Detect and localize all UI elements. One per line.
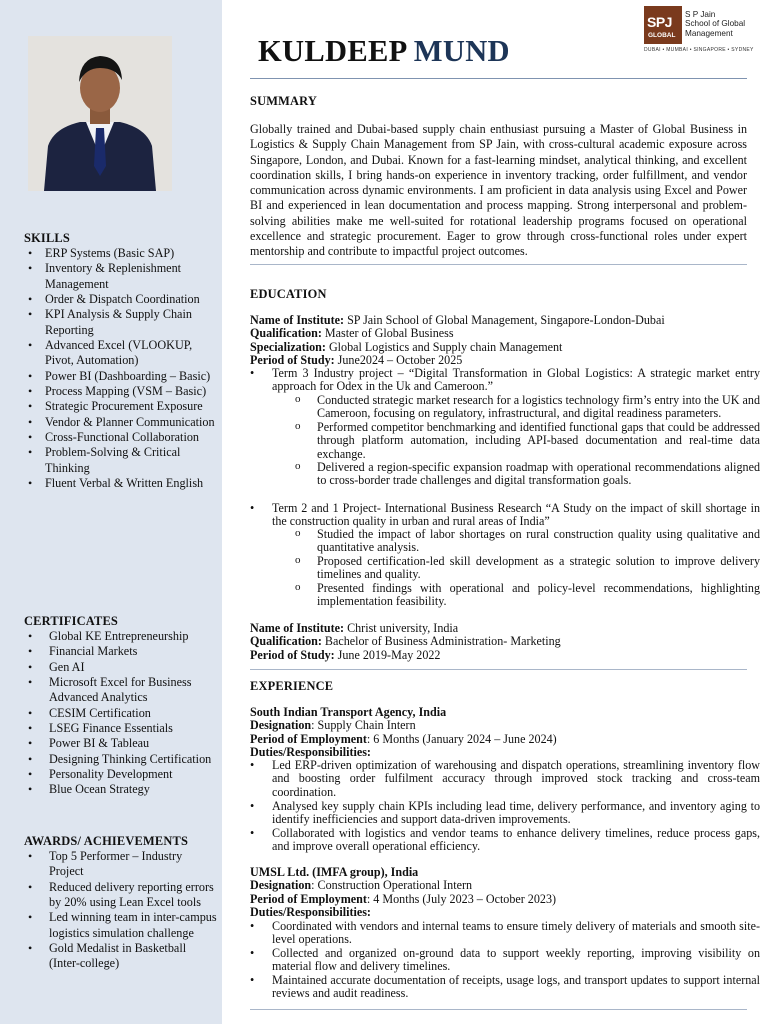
period-line bbox=[250, 649, 762, 662]
certificates-section bbox=[24, 614, 218, 798]
period-label: Period of Study: bbox=[250, 647, 335, 662]
specialization-label: Specialization: bbox=[250, 339, 326, 354]
skill-item: • Inventory & Replenishment Management bbox=[24, 261, 218, 292]
skill-item: • Order & Dispatch Coordination bbox=[24, 292, 218, 307]
institute-line bbox=[250, 314, 762, 327]
skill-item: • KPI Analysis & Supply Chain Reporting bbox=[24, 307, 218, 338]
designation-line bbox=[250, 879, 762, 892]
employment-period-line bbox=[250, 733, 762, 746]
project-point: o Conducted strategic market research for a logistics technology firm’s entry into the UK and Cameroon, focusing on regulatory, infrastructural, and digital readiness parameters. bbox=[317, 394, 760, 421]
employment-period-label: Period of Employment bbox=[250, 891, 367, 906]
specialization-value: Global Logistics and Supply chain Management bbox=[325, 339, 563, 354]
award-item: • Led winning team in inter-campus logistics simulation challenge bbox=[24, 910, 218, 941]
designation-value: : Construction Operational Intern bbox=[311, 878, 473, 893]
skill-item: • Cross-Functional Collaboration bbox=[24, 430, 218, 445]
christ-details bbox=[250, 622, 762, 662]
employment-period-line bbox=[250, 893, 762, 906]
certificate-item: • Designing Thinking Certification bbox=[24, 752, 218, 767]
designation-value: : Supply Chain Intern bbox=[311, 718, 416, 733]
specialization-line bbox=[250, 341, 762, 354]
logo-mark-sub: GLOBAL bbox=[648, 32, 676, 39]
summary-divider bbox=[250, 264, 747, 265]
award-item: • Gold Medalist in Basketball (Inter-college) bbox=[24, 941, 218, 972]
skill-item: • Strategic Procurement Exposure bbox=[24, 399, 218, 414]
project-item: • Term 3 Industry project – “Digital Transformation in Global Logistics: A strategic market entry approach for Odex in the Uk and Cameroon.” bbox=[272, 367, 760, 394]
experience-divider bbox=[250, 1009, 747, 1010]
awards-section bbox=[24, 834, 218, 972]
skills-list bbox=[24, 246, 218, 492]
profile-photo bbox=[28, 36, 172, 191]
award-item: • Reduced delivery reporting errors by 20% using Lean Excel tools bbox=[24, 880, 218, 911]
qualification-line bbox=[250, 635, 762, 648]
header-divider bbox=[250, 78, 747, 79]
certificates-list bbox=[24, 629, 218, 798]
job-umsl bbox=[250, 866, 762, 919]
certificate-item: • Personality Development bbox=[24, 767, 218, 782]
period-label: Period of Study: bbox=[250, 352, 335, 367]
qualification-label: Qualification: bbox=[250, 634, 322, 649]
company-name-text: South Indian Transport Agency, India bbox=[250, 705, 447, 719]
certificate-item: • Global KE Entrepreneurship bbox=[24, 629, 218, 644]
duty-item: • Maintained accurate documentation of receipts, usage logs, and transport updates to support internal reviews and audit readiness. bbox=[272, 974, 760, 1001]
certificate-item: • Gen AI bbox=[24, 660, 218, 675]
awards-list bbox=[24, 849, 218, 972]
certificate-item: • Financial Markets bbox=[24, 644, 218, 659]
skill-item: • Vendor & Planner Communication bbox=[24, 415, 218, 430]
institute-value: SP Jain School of Global Management, Singapore-London-Dubai bbox=[344, 313, 665, 327]
logo-locations: DUBAI • MUMBAI • SINGAPORE • SYDNEY bbox=[644, 47, 754, 53]
period-value: June 2019-May 2022 bbox=[334, 647, 441, 662]
qualification-value: Bachelor of Business Administration- Marketing bbox=[321, 634, 561, 649]
designation-label: Designation bbox=[250, 878, 312, 893]
award-item: • Top 5 Performer – Industry Project bbox=[24, 849, 218, 880]
sidebar bbox=[0, 0, 222, 1024]
project-point: o Proposed certification-led skill development as a strategic solution to improve delivery timelines and quality. bbox=[317, 555, 760, 582]
logo-line: S P Jain bbox=[685, 10, 716, 19]
skill-item: • ERP Systems (Basic SAP) bbox=[24, 246, 218, 261]
awards-title: AWARDS/ ACHIEVEMENTS bbox=[24, 834, 189, 848]
education-title: EDUCATION bbox=[250, 287, 327, 301]
candidate-name bbox=[258, 34, 510, 69]
employment-period-label: Period of Employment bbox=[250, 731, 367, 746]
duty-item: • Collaborated with logistics and vendor teams to enhance delivery timelines, reduce process gaps, and improve overall operational efficiency. bbox=[272, 827, 760, 854]
skills-title: SKILLS bbox=[24, 231, 70, 245]
qualification-value: Master of Global Business bbox=[321, 326, 454, 341]
certificate-item: • CESIM Certification bbox=[24, 706, 218, 721]
experience-title: EXPERIENCE bbox=[250, 679, 334, 693]
project-point: o Delivered a region-specific expansion roadmap with operational recommendations aligned to cross-border trade challenges and digital transformation goals. bbox=[317, 461, 760, 488]
duty-item: • Collected and organized on-ground data to support weekly reporting, improving visibility on material flow and delivery timelines. bbox=[272, 947, 760, 974]
period-value: June2024 – October 2025 bbox=[334, 352, 463, 367]
certificates-title: CERTIFICATES bbox=[24, 614, 118, 628]
skill-item: • Fluent Verbal & Written English bbox=[24, 476, 218, 491]
project-point: o Performed competitor benchmarking and identified functional gaps that could be addressed through platform automation, including API-based documentation and real-time data exchange. bbox=[317, 421, 760, 461]
education-divider bbox=[250, 669, 747, 670]
certificate-item: • Microsoft Excel for Business Advanced Analytics bbox=[24, 675, 218, 706]
company-name bbox=[250, 706, 762, 719]
qualification-line bbox=[250, 327, 762, 340]
summary-title: SUMMARY bbox=[250, 94, 318, 108]
designation-label: Designation bbox=[250, 718, 312, 733]
logo-mark-text: SPJ bbox=[647, 14, 672, 30]
logo-line: School of Global bbox=[685, 19, 746, 29]
skill-item: • Process Mapping (VSM – Basic) bbox=[24, 384, 218, 399]
first-name: KULDEEP bbox=[258, 34, 406, 68]
duties-label bbox=[250, 906, 762, 919]
logo-text bbox=[685, 10, 765, 38]
duty-item: • Led ERP-driven optimization of warehousing and dispatch operations, streamlining inventory flow and boosting order fulfilment accuracy through improved stock tracking and cross-team coordination. bbox=[272, 759, 760, 799]
project-point: o Presented findings with operational and policy-level recommendations, highlighting implementation feasibility. bbox=[317, 582, 760, 609]
spjain-details bbox=[250, 314, 762, 367]
skill-item: • Problem-Solving & Critical Thinking bbox=[24, 445, 218, 476]
project-item: • Term 2 and 1 Project- International Business Research “A Study on the impact of skill shortage in the construction quality in urban and rural areas of India” bbox=[272, 502, 760, 529]
employment-period-value: : 6 Months (January 2024 – June 2024) bbox=[366, 731, 557, 746]
project-point: o Studied the impact of labor shortages on rural construction quality using qualitative and quantitative analysis. bbox=[317, 528, 760, 555]
institute-value: Christ university, India bbox=[344, 621, 459, 635]
certificate-item: • Power BI & Tableau bbox=[24, 736, 218, 751]
duty-item: • Coordinated with vendors and internal teams to ensure timely delivery of materials and smooth site-level operations. bbox=[272, 920, 760, 947]
duties-label-text: Duties/Responsibilities: bbox=[250, 744, 371, 759]
duty-item: • Analysed key supply chain KPIs including lead time, delivery performance, and inventory aging to identify inefficiencies and support data-driven improvements. bbox=[272, 800, 760, 827]
skill-item: • Advanced Excel (VLOOKUP, Pivot, Automation) bbox=[24, 338, 218, 369]
certificate-item: • Blue Ocean Strategy bbox=[24, 782, 218, 797]
employment-period-value: : 4 Months (July 2023 – October 2023) bbox=[366, 891, 557, 906]
institute-label: Name of Institute: bbox=[250, 313, 345, 327]
skills-section bbox=[24, 231, 218, 492]
institute-line bbox=[250, 622, 762, 635]
spjain-logo bbox=[644, 6, 764, 54]
logo-mark bbox=[644, 6, 682, 44]
last-name: MUND bbox=[413, 34, 510, 68]
company-name bbox=[250, 866, 762, 879]
logo-line: Management bbox=[685, 28, 733, 38]
summary-text: Globally trained and Dubai-based supply chain enthusiast pursuing a Master of Global Business in Logistics & Supply Chain Management from SP Jain, with cross-cultural academic exposure across Singapore, London, and Dubai. Known for a fast-learning mindset, analytical thinking, and excellent coordination skills, I bring hands-on experience in inventory tracking, order fulfillment, and vendor communication across dynamic environments. I am proficient in data analysis using Excel and Power BI and experienced in lean documentation and process mapping. Strong interpersonal and problem-solving abilities make me well-suited for rotational leadership programs focused on operational excellence and strategic procurement. Eager to grow through cross-functional roles under expert mentorship and contribute to impactful project outcomes. bbox=[250, 122, 747, 259]
qualification-label: Qualification: bbox=[250, 326, 322, 341]
duties-label-text: Duties/Responsibilities: bbox=[250, 904, 371, 919]
certificate-item: • LSEG Finance Essentials bbox=[24, 721, 218, 736]
company-name-text: UMSL Ltd. (IMFA group), India bbox=[250, 865, 419, 879]
skill-item: • Power BI (Dashboarding – Basic) bbox=[24, 369, 218, 384]
designation-line bbox=[250, 719, 762, 732]
job-sita bbox=[250, 706, 762, 759]
institute-label: Name of Institute: bbox=[250, 621, 345, 635]
